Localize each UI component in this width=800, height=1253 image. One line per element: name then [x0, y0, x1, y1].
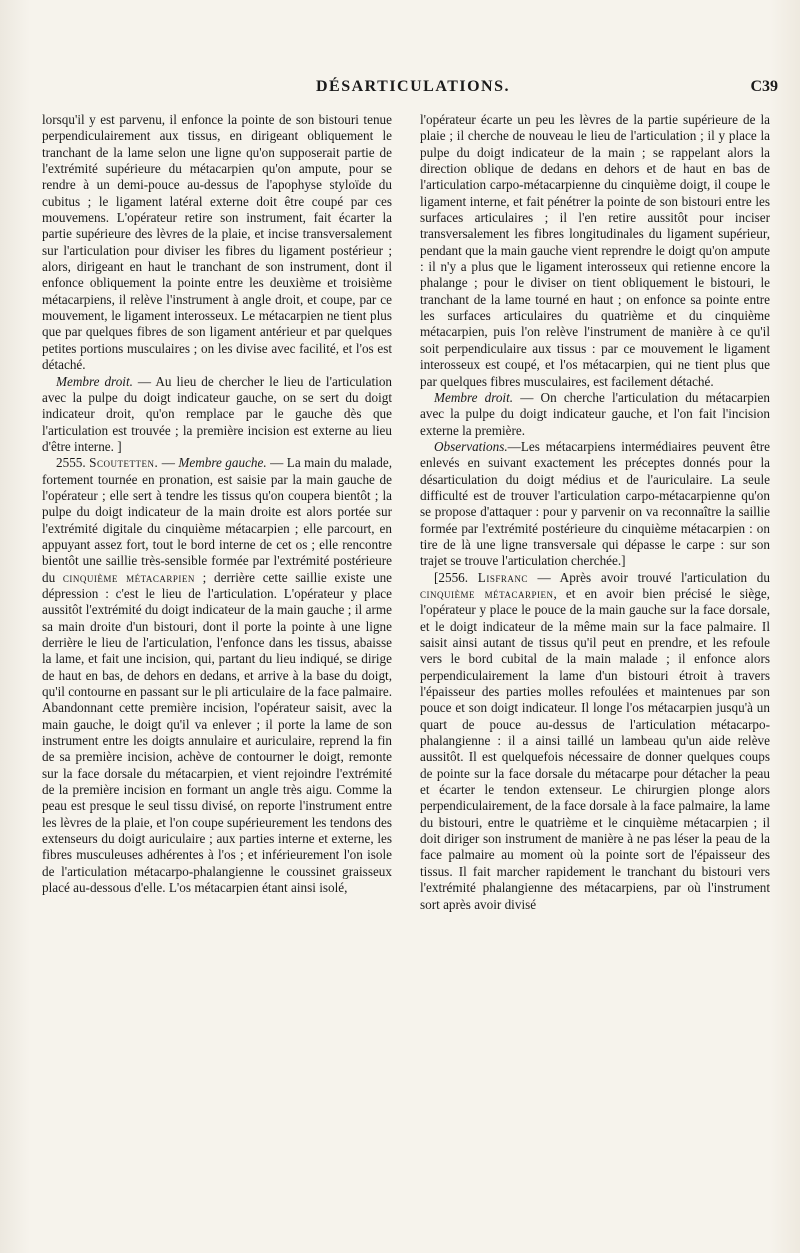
left-paragraph-2 — [42, 374, 392, 456]
author-name: Scoutetten. — [89, 455, 159, 471]
paragraph-text: — On cherche l'articulation du métacarpien avec la pulpe du doigt indicateur gauche, et l'on fait l'incision externe la première. — [420, 389, 770, 438]
paragraph-text-cont: ; derrière cette saillie existe une dépression : c'est le lieu de l'articulation. L'opérateur y place aussitôt l'extrémité du doigt indicateur de la main gauche ; il arme sa main droite d'un bistouri, dont il porte la pointe à une ligne derrière le lieu de l'articulation, l'enfonce dans les tissus, abaisse la lame, et fait une incision, qui, partant du lieu indiqué, se dirige de haut en bas, de dehors en dedans, et arrive à la base du doigt, qu'il contourne en passant sur le pli articulaire de la face palmaire. Abandonnant cette première incision, l'opérateur saisit, avec la main gauche, le doigt qu'il va enlever ; il porte la lame de son instrument entre les doigts annulaire et auriculaire, reprend la fin de sa première incision, achève de contourner le doigt, remonte sur la face dorsale du métacarpien, et vient rejoindre l'extrémité de la première incision en formant un angle très aigu. Comme la peau est presque le seul tissu divisé, on reporte l'instrument entre les lèvres de la plaie, et l'on coupe supérieurement les tendons des extenseurs du doigt auriculaire ; aux parties interne et externe, les fibres musculeuses adhérentes à l'os ; et inférieurement l'on isole de l'articulation métacarpo-phalangienne le coussinet graisseux placé au-dessous d'elle. L'os métacarpien étant ainsi isolé, — [42, 569, 393, 896]
small-caps-term: cinquième métacarpien — [62, 569, 195, 585]
section-heading-membre-droit: Membre droit. — [56, 373, 133, 389]
section-heading-observations: Observations. — [434, 438, 508, 454]
left-paragraph-1: lorsqu'il y est parvenu, il enfonce la pointe de son bistouri tenue perpendiculairement aux tissus, en dirigeant obliquement le tranchant de la lame selon une ligne qu'on supposerait partie de l'extrémité supérieure du métacarpien qu'on ampute, pour se rendre à un demi-pouce au-dessus de l'apophyse styloïde du cubitus ; le ligament latéral externe doit être coupé par ces mouvemens. L'opérateur retire son instrument, fait écarter la partie supérieure des lèvres de la plaie, et incise transversalement sur l'articulation pour diviser les fibres du ligament postérieur ; alors, dirigeant en haut le tranchant de son instrument, dont il enfonce obliquement la pointe entre les deuxième et troisième métacarpiens, il relève l'instrument à angle droit, et coupe, par ce mouvement, le ligament interosseux. Le métacarpien ne tient plus que par quelques fibres de son ligament antérieur et par quelques petites portions musculaires ; on les divise avec facilité, et l'os est détaché. — [42, 112, 392, 373]
page-header — [42, 78, 784, 100]
right-column — [420, 112, 770, 913]
section-number: [2556. — [434, 569, 469, 585]
right-paragraph-2 — [420, 390, 770, 439]
right-paragraph-3 — [420, 439, 770, 570]
small-caps-term: cinquième métacarpien — [420, 585, 554, 601]
paragraph-text: — Après avoir trouvé l'articulation du — [527, 569, 770, 585]
paragraph-text: — Au lieu de chercher le lieu de l'articulation avec la pulpe du doigt indicateur gauche, on se sert du doigt indicateur droit, qu'on remplace par le gauche dès que l'articulation est trouvée ; la première incision est externe au lieu d'être interne. ] — [42, 373, 393, 454]
right-paragraph-4 — [420, 570, 770, 913]
left-column — [42, 112, 392, 897]
running-title: DÉSARTICULATIONS. — [315, 78, 510, 95]
paragraph-text-cont: , et en avoir bien précisé le siège, l'opérateur y place le pouce de la main gauche sur la face dorsale, et le doigt indicateur de la même main sur la face palmaire. Il saisit ainsi autant de tissus qu'il peut en prendre, et les refoule vers le bord cubital de la main malade ; il enfonce alors perpendiculairement la lame d'un bistouri étroit à travers l'épaisseur des parties molles refoulées et maintenues par son pouce et son doigt indicateur. Il longe l'os métacarpien jusqu'à un quart de pouce au-dessus de l'articulation métacarpo-phalangienne : il a ainsi taillé un lambeau qu'un aide relève aussitôt. Il est quelquefois nécessaire de donner quelques coups de pointe sur la face dorsale du métacarpe pour détacher la peau et écarter le tendon extenseur. Le chirurgien plonge alors perpendiculairement, de la face dorsale à la face palmaire, la lame du bistouri, entre le quatrième et le cinquième métacarpien ; il doit diriger son instrument de manière à ne pas léser la peau de la face palmaire au moment où la pointe sort de l'épaisseur des tissus. Il fait marcher rapidement le tranchant du bistouri vers l'extrémité phalangienne des métacarpiens, par où l'instrument sort après avoir divisé — [420, 585, 770, 912]
right-paragraph-1: l'opérateur écarte un peu les lèvres de la partie supérieure de la plaie ; il cherche de nouveau le lieu de l'articulation ; il y place la pulpe du doigt indicateur de la main ; se rappelant alors la direction oblique de dedans en dehors et de haut en bas de l'articulation carpo-métacarpienne du cinquième doigt, il coupe le ligament interne, et fait pénétrer la pointe de son bistouri entre les surfaces articulaires ; il l'en retire aussitôt pour inciser transversalement les fibres longitudinales du ligament supérieur, pendant que la main gauche vient reprendre le doigt qu'on ampute : il n'y a plus que le ligament interosseux qui retienne encore la phalange ; pour le diviser on tient obliquement le bistouri, le tranchant de la lame tourné en haut ; on enfonce sa pointe entre les surfaces articulaires du quatrième et du cinquième métacarpien, puis l'on relève l'instrument de manière à ce qu'il soit perpendiculaire aux tissus : par ce mouvement le ligament interosseux est coupé, et l'os métacarpien, qui ne tient plus que par quelques fibres musculaires, est facilement détaché. — [420, 112, 770, 389]
section-heading-membre-gauche: Membre gauche. — [178, 455, 267, 471]
section-number: 2555. — [56, 455, 86, 471]
page-number: C39 — [750, 78, 778, 95]
section-heading-membre-droit: Membre droit. — [434, 389, 514, 405]
author-name: Lisfranc — [477, 569, 528, 585]
paragraph-text: — La main du malade, fortement tournée en pronation, est saisie par la main gauche de l'opérateur ; elle sert à tendre les tissus qu'on coupera bientôt ; la pulpe du doigt indicateur de la main droite est alors portée sur l'extrémité digitale du cinquième métacarpien ; elle parcourt, en appuyant assez fort, tout le bord interne de cet os ; elle rencontre bientôt une saillie très-sensible formée par l'extrémité postérieure du — [42, 455, 392, 585]
left-paragraph-3: 2555. Scoutetten. — Membre gauche. — La main du malade, fortement tournée en pronation, est saisie par la main gauche de l'opérateur ; elle sert à tendre les tissus qu'on coupera bientôt ; la pulpe du doigt indicateur de la main droite est alors portée sur l'extrémité digitale du cinquième métacarpien ; elle parcourt, en appuyant assez fort, tout le bord interne de cet os ; elle rencontre bientôt une saillie très-sensible formée par l'extrémité postérieure du cinquième métacarpien ; derrière cette saillie existe une dépression : c'est le lieu de l'articulation. L'opérateur y place aussitôt l'extrémité du doigt indicateur de la main gauche ; il arme sa main droite d'un bistouri, dont il porte la pointe à une ligne derrière le lieu de l'articulation, l'enfonce dans les tissus, abaisse la lame, et fait une incision, qui, partant du lieu indiqué, se dirige de haut en bas, de dehors en dedans, et arrive à la base du doigt, qu'il contourne en passant sur le pli articulaire de la face palmaire. Abandonnant cette première incision, l'opérateur saisit, avec la main gauche, le doigt qu'il va enlever ; il porte la lame de son instrument entre les doigts annulaire et auriculaire, reprend la fin de sa première incision, achève de contourner le doigt, remonte sur la face dorsale du métacarpien, et vient rejoindre l'extrémité de la première incision en formant un angle très aigu. Comme la peau est presque le seul tissu divisé, on reporte l'instrument entre les lèvres de la plaie, et l'on coupe supérieurement les tendons des extenseurs du doigt auriculaire ; aux parties interne et externe, les fibres musculeuses adhérentes à l'os ; et inférieurement l'on isole de l'articulation métacarpo-phalangienne le coussinet graisseux placé au-dessous d'elle. L'os métacarpien étant ainsi isolé, — [42, 455, 393, 896]
paragraph-text: —Les métacarpiens intermédiaires peuvent être enlevés en suivant exactement les préceptes donnés pour la désarticulation du doigt médius et de l'auriculaire. La seule difficulté est de trouver l'articulation carpo-métacarpienne qu'on se propose d'attaquer : pour y parvenir on va reconnaître la saillie formée par l'extrémité postérieure du cinquième métacarpien : on tire de là une ligne transversale qui dépasse le carpe : sur son trajet se trouve l'articulation cherchée.] — [420, 438, 770, 569]
